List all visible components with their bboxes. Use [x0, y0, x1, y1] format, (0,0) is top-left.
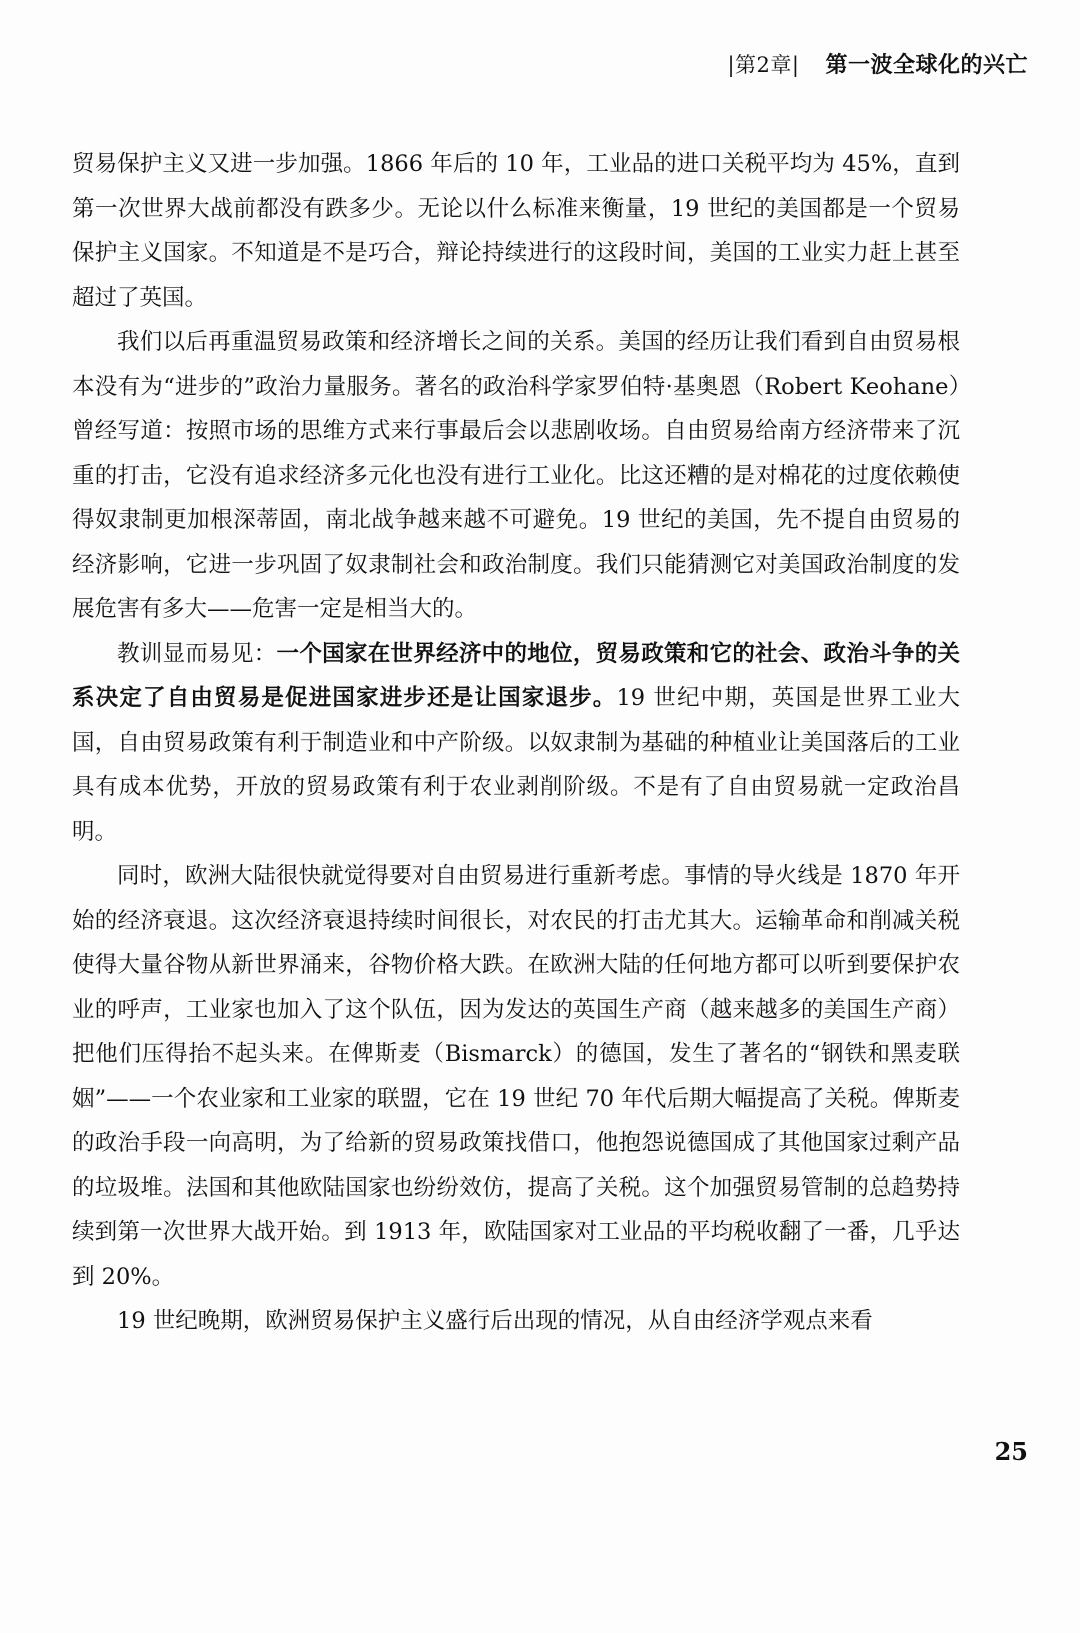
paragraph-1: 贸易保护主义又进一步加强。1866 年后的 10 年，工业品的进口关税平均为 45%，直到第一次世界大战前都没有跌多少。无论以什么标准来衡量，19 世纪的美国都是一个贸易保护主义国家。不知道是不是巧合，辩论持续进行的这段时间，美国的工业实力赶上甚至超过了英国。 [72, 151, 960, 311]
lesson-lead: 教训显而易见： [117, 640, 277, 667]
page-number: 25 [994, 1437, 1028, 1466]
paragraph-5: 19 世纪晚期，欧洲贸易保护主义盛行后出现的情况，从自由经济学观点来看 [117, 1308, 873, 1334]
running-header [727, 48, 1028, 79]
lesson-emphasis: 一个国家在世界经济中的地位，贸易政策和它的社会、政治斗争的关系决定了自由贸易是促进国家进步还是让国家退步。 [72, 640, 960, 711]
paragraph-3 [72, 632, 960, 855]
chapter-title: 第一波全球化的兴亡 [825, 52, 1028, 78]
chapter-label: |第2章| [727, 53, 800, 77]
lesson-body: 19 世纪中期，英国是世界工业大国，自由贸易政策有利于制造业和中产阶级。以奴隶制为基础的种植业让美国落后的工业具有成本优势，开放的贸易政策有利于农业剥削阶级。不是有了自由贸易就一定政治昌明。 [72, 685, 960, 845]
body-text [72, 142, 960, 1344]
paragraph-2: 我们以后再重温贸易政策和经济增长之间的关系。美国的经历让我们看到自由贸易根本没有为“进步的”政治力量服务。著名的政治科学家罗伯特·基奥恩（Robert Keohane）曾经写道：按照市场的思维方式来行事最后会以悲剧收场。自由贸易给南方经济带来了沉重的打击，它没有追求经济多元化也没有进行工业化。比这还糟的是对棉花的过度依赖使得奴隶制更加根深蒂固，南北战争越来越不可避免。19 世纪的美国，先不提自由贸易的经济影响，它进一步巩固了奴隶制社会和政治制度。我们只能猜测它对美国政治制度的发展危害有多大——危害一定是相当大的。 [72, 329, 960, 622]
paragraph-4: 同时，欧洲大陆很快就觉得要对自由贸易进行重新考虑。事情的导火线是 1870 年开始的经济衰退。这次经济衰退持续时间很长，对农民的打击尤其大。运输革命和削减关税使得大量谷物从新世界涌来，谷物价格大跌。在欧洲大陆的任何地方都可以听到要保护农业的呼声，工业家也加入了这个队伍，因为发达的英国生产商（越来越多的美国生产商）把他们压得抬不起头来。在俾斯麦（Bismarck）的德国，发生了著名的“钢铁和黑麦联姻”——一个农业家和工业家的联盟，它在 19 世纪 70 年代后期大幅提高了关税。俾斯麦的政治手段一向高明，为了给新的贸易政策找借口，他抱怨说德国成了其他国家过剩产品的垃圾堆。法国和其他欧陆国家也纷纷效仿，提高了关税。这个加强贸易管制的总趋势持续到第一次世界大战开始。到 1913 年，欧陆国家对工业品的平均税收翻了一番，几乎达到 20%。 [72, 863, 960, 1290]
